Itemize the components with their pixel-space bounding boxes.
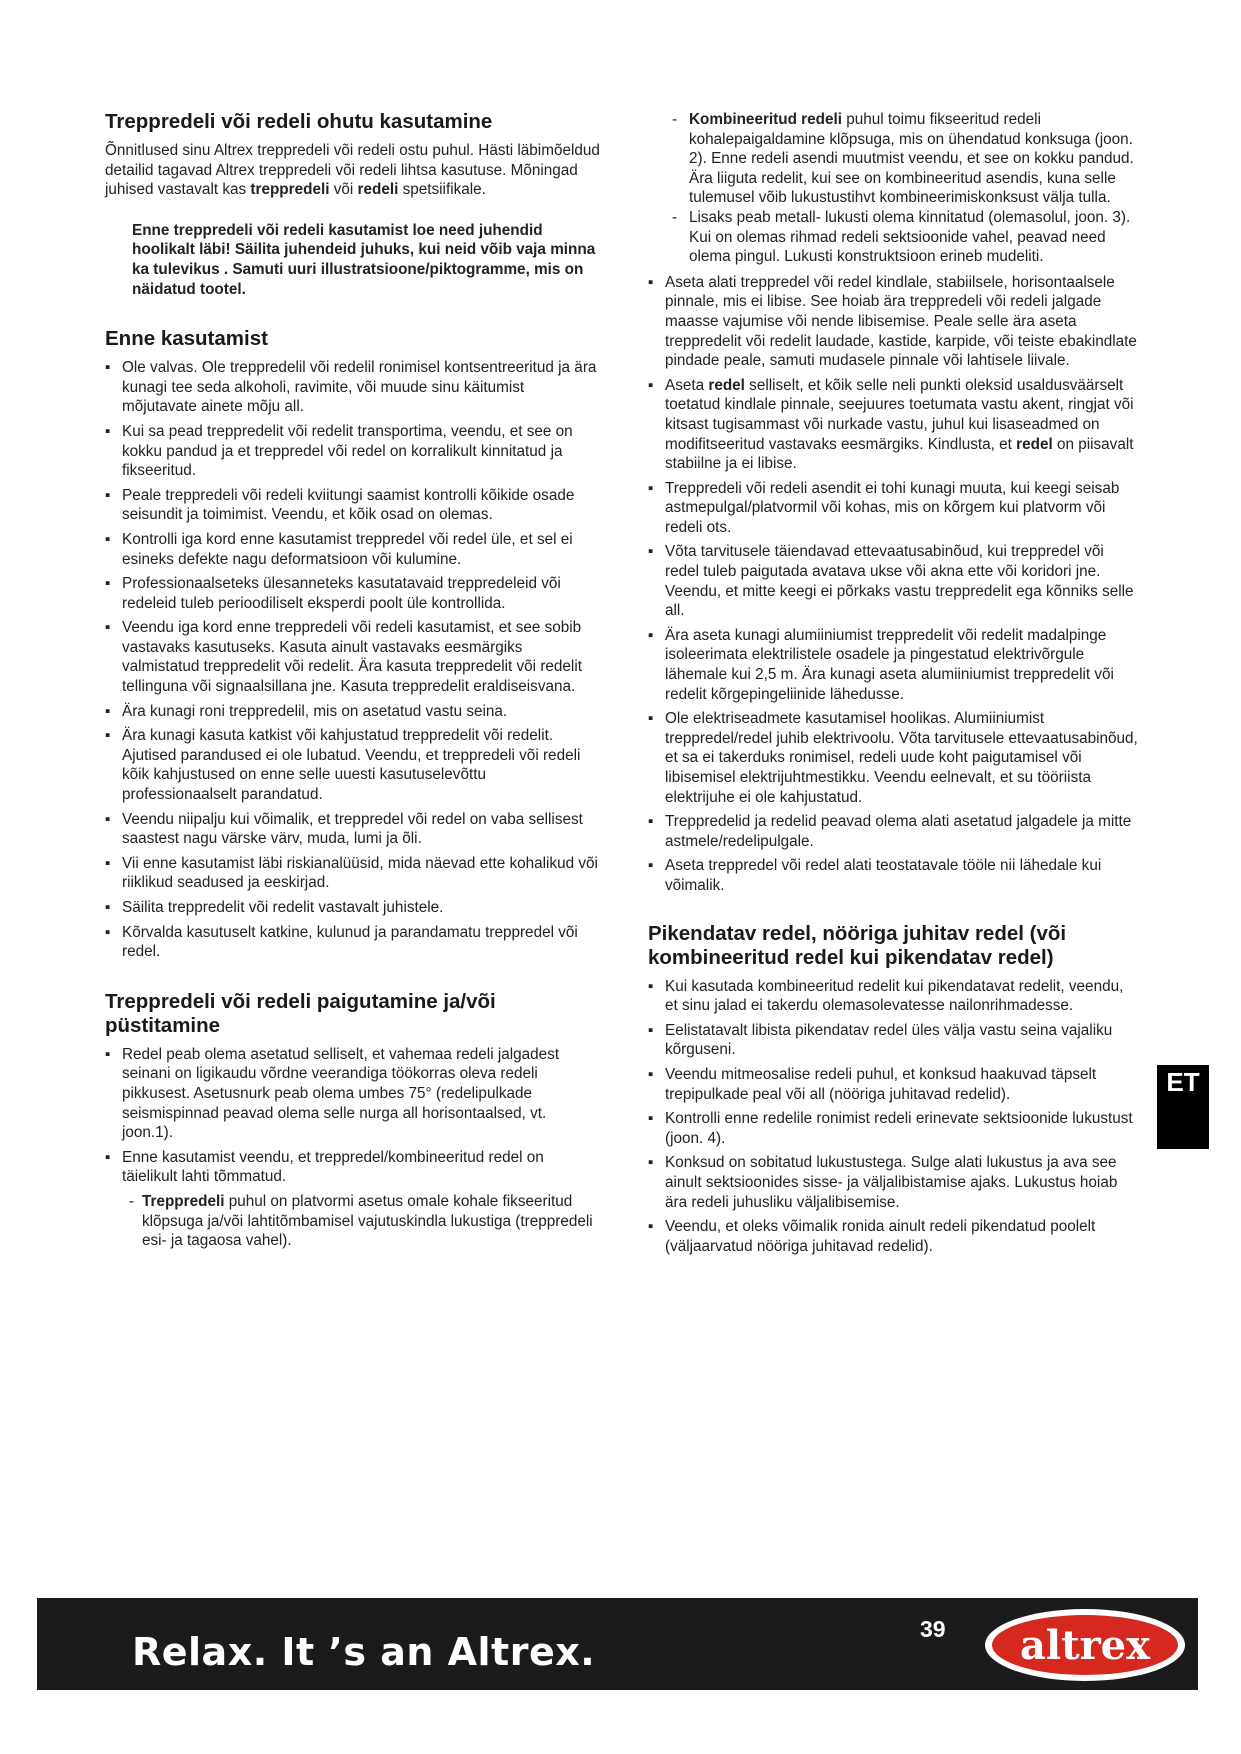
bullet-icon: ▪ xyxy=(105,899,111,916)
footer-bar xyxy=(37,1598,1198,1690)
list-item xyxy=(105,574,600,613)
bullet-icon: ▪ xyxy=(105,422,111,440)
list-item xyxy=(105,702,600,722)
right-column xyxy=(648,110,1138,1261)
bullet-icon: ▪ xyxy=(105,854,111,872)
bullet-icon: ▪ xyxy=(648,857,654,875)
bullet-icon: ▪ xyxy=(648,543,654,561)
before-use-title: Enne kasutamist xyxy=(105,327,268,351)
bullet-icon: ▪ xyxy=(648,376,654,394)
bullet-icon: ▪ xyxy=(648,479,654,497)
list-item-text: Professionaalseteks ülesanneteks kasutatavaid treppredeleid või redeleid tuleb perioodiliselt eksperdi poolt üle kontrollida. xyxy=(122,575,561,612)
list-item-text: Võta tarvitusele täiendavad ettevaatusabinõud, kui treppredel või redel tuleb paigutada avatava ukse või akna ette või koridori jne. Veendu, et mitte keegi ei põrkaks vastu treppredelit ega kõnniks selle all. xyxy=(665,543,1134,620)
extension-ladder-title: Pikendatav redel, nööriga juhitav redel (või kombineeritud redel kui pikendatav redel) xyxy=(648,921,1067,969)
list-item-text: Treppredeli või redeli asendit ei tohi kunagi muuta, kui keegi seisab astmepulgal/platvormil või kohas, mis on kõrgem kui platvorm või redeli ots. xyxy=(665,479,1120,536)
bullet-icon: ▪ xyxy=(105,727,111,745)
list-item-text: Veendu iga kord enne treppredeli või redeli kasutamist, et see sobib vastavaks kasutuseks. Kasuta ainult vastavaks eesmärgiks valmistatud treppredelit või redelit. Ära kasuta treppredelit või redelit tellinguna või signaalsillana jne. Kasuta treppredelit eraldiseisvana. xyxy=(122,619,582,696)
bullet-icon: ▪ xyxy=(648,977,654,995)
list-item-text: Vii enne kasutamist läbi riskianalüüsid, mida näevad ette kohalikud või riiklikud seadused ja eeskirjad. xyxy=(122,854,598,892)
list-item xyxy=(648,856,1138,895)
list-item xyxy=(648,709,1138,807)
list-item xyxy=(648,376,1138,474)
list-item-text: Kontrolli enne redelile ronimist redeli erinevate sektsioonide lukustust (joon. 4). xyxy=(665,1110,1133,1147)
bullet-icon: ▪ xyxy=(105,1045,111,1063)
bullet-icon: ▪ xyxy=(648,1110,654,1128)
list-item xyxy=(105,923,600,962)
warning-paragraph: Enne treppredeli või redeli kasutamist loe need juhendid hoolikalt läbi! Säilita juhendeid juhuks, kui neid võib vaja minna ka tulevikus . Samuti uuri illustratsioone/piktogramme, mis on näidatud tootel. xyxy=(132,221,596,298)
main-title: Treppredeli või redeli ohutu kasutamine xyxy=(105,110,493,133)
list-item-text: Enne kasutamist veendu, et treppredel/kombineeritud redel on täielikult lahti tõmmatud. xyxy=(122,1148,544,1186)
list-item xyxy=(648,626,1138,704)
list-item-text: Ära kunagi kasuta katkist või kahjustatud treppredelit või redelit. Ajutised parandused ei ole lubatud. Veendu, et treppredeli või redeli kõik kahjustused on enne selle uuesti kasutuselevõttu professionaalselt parandatud. xyxy=(122,727,581,804)
list-item xyxy=(105,898,600,918)
bullet-icon: ▪ xyxy=(105,810,111,828)
bullet-icon: ▪ xyxy=(648,1021,654,1039)
list-item-text: Kõrvalda kasutuselt katkine, kulunud ja parandamatu treppredel või redel. xyxy=(122,923,578,961)
lock-text: Lisaks peab metall- lukusti olema kinnitatud (olemasolul, joon. 3). Kui on olemas rihmad redeli sektsioonide vahel, peavad need olema pingul. Lukusti konstruktsioon erineb mudeliti. xyxy=(689,208,1131,266)
list-item xyxy=(105,1148,600,1187)
list-item xyxy=(648,977,1138,1016)
bullet-icon: ▪ xyxy=(105,923,111,941)
list-item xyxy=(648,542,1138,620)
bullet-icon: ▪ xyxy=(648,1154,654,1172)
list-item-text: Veendu niipalju kui võimalik, et treppredel või redel on vaba sellisest saastest nagu värske värv, muda, lumi ja õli. xyxy=(122,810,583,848)
bold-term: redel xyxy=(708,376,745,394)
bold-term: Treppredeli xyxy=(142,1192,225,1210)
bold-term: Kombineeritud redeli xyxy=(689,111,842,128)
altrex-logo xyxy=(982,1604,1189,1684)
list-item-text: Ole valvas. Ole treppredelil või redelil ronimisel kontsentreeritud ja ära kunagi tee seda alkoholi, ravimite, või muude sinu käitumist mõjutavate ainete mõju all. xyxy=(122,359,597,416)
list-item xyxy=(105,854,600,893)
list-item xyxy=(105,726,600,804)
bullet-icon: ▪ xyxy=(648,813,654,831)
list-item xyxy=(105,618,600,696)
list-item xyxy=(105,1045,600,1143)
bold-term: treppredeli xyxy=(250,181,330,199)
list-item xyxy=(648,1109,1138,1148)
bullet-icon: ▪ xyxy=(105,1148,111,1166)
bullet-icon: ▪ xyxy=(648,710,654,728)
list-item xyxy=(648,479,1138,538)
list-item-text: Aseta treppredel või redel alati teostatavale tööle nii lähedale kui võimalik. xyxy=(665,857,1102,894)
list-item-text: Kui sa pead treppredelit või redelit transportima, veendu, et see on kokku pandud ja et treppredel või redel on korralikult kinnitatud ja fikseeritud. xyxy=(122,422,573,480)
list-item xyxy=(648,273,1138,371)
list-item xyxy=(648,1021,1138,1060)
list-item-text: Redel peab olema asetatud selliselt, et vahemaa redeli jalgadest seinani on ligikaudu võrdne veerandiga töökorras oleva redeli pikkusest. Asetusnurk peab olema umbes 75° (redelipulkade seismispinnad peavad olema selle nurga all horisontaalsed, vt. joon.1). xyxy=(122,1045,560,1142)
bullet-icon: ▪ xyxy=(648,1218,654,1236)
logo-text: altrex xyxy=(1020,1622,1150,1669)
placement-sub-item xyxy=(105,1192,600,1251)
placement-rules-list xyxy=(648,273,1138,896)
bold-term: redel xyxy=(1016,435,1053,453)
list-item-text: Peale treppredeli või redeli kviitungi saamist kontrolli kõikide osade seisundit ja toimimist. Veendu, et kõik osad on olemas. xyxy=(122,486,575,524)
before-use-list xyxy=(105,358,600,962)
lock-sub-item xyxy=(648,208,1138,267)
intro-paragraph: Õnnitlused sinu Altrex treppredeli või redeli ostu puhul. Hästi läbimõeldud detailid tagavad Altrex treppredeli või redeli lihtsa kasutuse. Mõningad juhised vastavalt kas treppredeli või redeli spetsiifikale. xyxy=(105,142,600,199)
list-item-text: Ära kunagi roni treppredelil, mis on asetatud vastu seina. xyxy=(122,702,508,720)
list-item-text: Aseta alati treppredel või redel kindlale, stabiilsele, horisontaalsele pinnale, mis ei libise. See hoiab ära treppredeli või redeli jalgade maasse vajumise või nende libisemise. Peale selle ära aseta treppredelit või redelit laudade, kastide, karpide, või teiste ebakindlate pindade peale, samuti mudasele pinnale või lahtisele liivale. xyxy=(665,273,1137,370)
list-item-text: Veendu mitmeosalise redeli puhul, et konksud haakuvad täpselt trepipulkade peal või all (nööriga juhitavad redelid). xyxy=(665,1065,1097,1103)
bullet-icon: ▪ xyxy=(648,1065,654,1083)
list-item-text: Kontrolli iga kord enne kasutamist treppredel või redel üle, et sel ei esineks defekte nagu deformatsioon või kulumine. xyxy=(122,530,573,568)
bullet-icon: ▪ xyxy=(105,702,111,720)
list-item-text: Veendu, et oleks võimalik ronida ainult redeli pikendatud poolelt (väljaarvatud nööriga juhitavad redelid). xyxy=(665,1218,1096,1255)
list-item xyxy=(648,1217,1138,1256)
bullet-icon: ▪ xyxy=(105,575,111,593)
bullet-icon: ▪ xyxy=(105,619,111,637)
bullet-icon: ▪ xyxy=(105,486,111,504)
list-item-text: Eelistatavalt libista pikendatav redel üles välja vastu seina vajaliku kõrguseni. xyxy=(665,1021,1113,1059)
list-item xyxy=(105,530,600,569)
left-column xyxy=(105,110,600,1251)
bullet-icon: ▪ xyxy=(648,626,654,644)
bullet-icon: ▪ xyxy=(105,530,111,548)
list-item-text: Säilita treppredelit või redelit vastavalt juhistele. xyxy=(122,899,444,916)
language-tab: ET xyxy=(1157,1065,1209,1149)
list-item xyxy=(648,812,1138,851)
page-number: 39 xyxy=(920,1616,946,1642)
combined-ladder-text: Kombineeritud redeli puhul toimu fikseeritud redeli kohalepaigaldamine klõpsuga, mis on ühendatud konksuga (joon. 2). Enne redeli asendi muutmist veendu, et see on kokku pandud. Ära liiguta redelit, kui see on kombineeritud asendis, kuna selle tulemusel võib lukustustihvt kombineerimiskonksust välja tulla. xyxy=(689,111,1134,207)
placement-sub-text: Treppredeli puhul on platvormi asetus omale kohale fikseeritud klõpsuga ja/või lahtitõmbamisel vajutuskindla lukustiga (treppredeli esi- ja tagaosa vahel). xyxy=(142,1192,593,1250)
list-item xyxy=(648,1153,1138,1212)
list-item xyxy=(105,486,600,525)
list-item-text: Treppredelid ja redelid peavad olema alati asetatud jalgadele ja mitte astmele/redelipulgale. xyxy=(665,813,1132,850)
placement-list xyxy=(105,1045,600,1187)
list-item xyxy=(105,810,600,849)
footer-slogan: Relax. It ’s an Altrex. xyxy=(132,1630,596,1674)
bullet-icon: ▪ xyxy=(105,359,111,377)
extension-ladder-list xyxy=(648,977,1138,1257)
dash-marker: - xyxy=(129,1192,135,1210)
combined-ladder-sub-item xyxy=(648,110,1138,208)
list-item-text: Ole elektriseadmete kasutamisel hoolikas. Alumiiniumist treppredel/redel juhib elektrivoolu. Võta tarvitusele ettevaatusabinõud, et sa ei takerduks ronimisel, redeli uude koht paigutamisel või libisemisel elektrijuhtmestikku. Veendu eelnevalt, et su tööriista elektrijuhe ei ole kahjustatud. xyxy=(665,710,1138,806)
placement-title: Treppredeli või redeli paigutamine ja/või püstitamine xyxy=(105,989,496,1037)
bold-term: redeli xyxy=(357,181,399,199)
dash-marker: - xyxy=(672,208,678,226)
list-item-text: Kui kasutada kombineeritud redelit kui pikendatavat redelit, veendu, et sinu jalad ei takerdu olemasolevatesse nailonrihmadesse. xyxy=(665,977,1124,1015)
list-item-text: Aseta redel selliselt, et kõik selle neli punkti oleksid usaldusväärselt toetatud kindlale pinnale, seejuures toetumata vastu akent, ringjat või kitsast tugisammast või nurkade vastu, juhul kui lisaseadmed on modifitseeritud vastavaks eesmärgiks. Kindlusta, et redel on piisavalt stabiilne ja ei libise. xyxy=(665,376,1134,473)
dash-marker: - xyxy=(672,111,678,128)
list-item xyxy=(105,358,600,417)
bullet-icon: ▪ xyxy=(648,273,654,291)
list-item-text: Ära aseta kunagi alumiiniumist treppredelit või redelit madalpinge isoleerimata elektrilistele osadele ja pingestatud elektrivõrgule lähemale kui 2,5 m. Ära kunagi aseta alumiiniumist treppredelit või redelit kõrgepingeliinide lähedusse. xyxy=(665,626,1114,703)
list-item-text: Konksud on sobitatud lukustustega. Sulge alati lukustus ja ava see ainult sektsioonides sisse- ja väljalibistamise ajaks. Lukustus hoiab ära redeli juhusliku väljalibisemise. xyxy=(665,1154,1118,1211)
list-item xyxy=(648,1065,1138,1104)
list-item xyxy=(105,422,600,481)
